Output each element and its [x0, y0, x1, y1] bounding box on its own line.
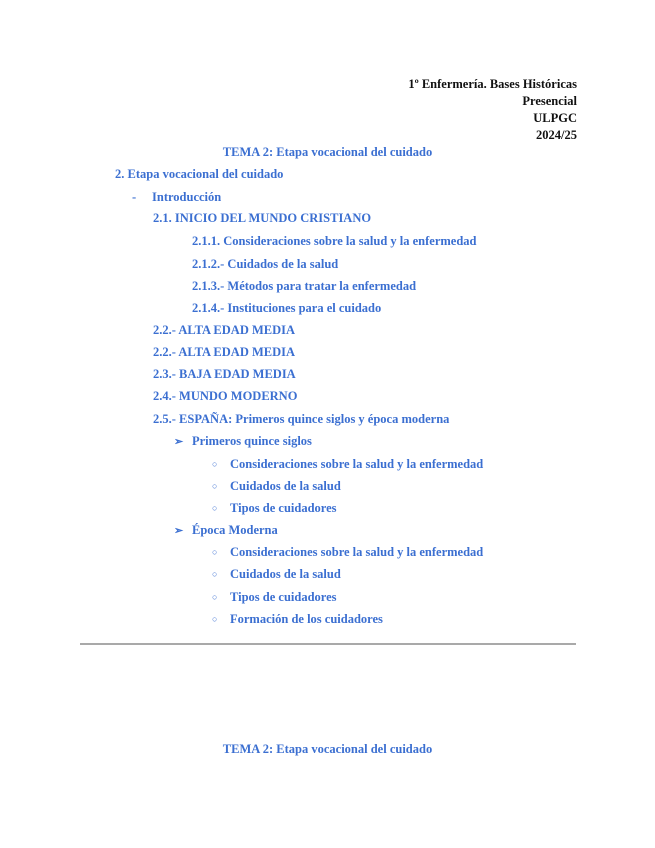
list-item [212, 566, 341, 582]
outline-label: Cuidados de la salud [230, 479, 341, 493]
outline-item-2-1-4: 2.1.4.- Instituciones para el cuidado [192, 301, 382, 315]
circle-bullet-icon: ○ [212, 547, 218, 557]
outline-item-2-3: 2.3.- BAJA EDAD MEDIA [153, 367, 296, 381]
outline-item-intro [132, 189, 221, 205]
arrow-bullet-icon: ➢ [174, 436, 184, 448]
circle-bullet-icon: ○ [212, 481, 218, 491]
header-course: 1º Enfermería. Bases Históricas [408, 77, 577, 91]
list-item [212, 611, 383, 627]
horizontal-divider [80, 643, 576, 645]
circle-bullet-icon: ○ [212, 459, 218, 469]
circle-bullet-icon: ○ [212, 614, 218, 624]
list-item [212, 544, 483, 560]
outline-section-2: 2. Etapa vocacional del cuidado [115, 167, 284, 181]
outline-group-epoca-moderna [174, 522, 278, 539]
outline-label: Cuidados de la salud [230, 567, 341, 581]
list-item [212, 478, 341, 494]
outline-label: Introducción [152, 190, 222, 204]
outline-item-2-5: 2.5.- ESPAÑA: Primeros quince siglos y época moderna [153, 412, 450, 426]
outline-label: Tipos de cuidadores [230, 501, 337, 515]
outline-item-2-1-2: 2.1.2.- Cuidados de la salud [192, 257, 339, 271]
header-year: 2024/25 [536, 128, 577, 142]
list-item [212, 589, 337, 605]
section-title: TEMA 2: Etapa vocacional del cuidado [222, 742, 433, 756]
outline-item-2-1-3: 2.1.3.- Métodos para tratar la enfermedad [192, 279, 417, 293]
page-title: TEMA 2: Etapa vocacional del cuidado [222, 145, 433, 159]
outline-label: Consideraciones sobre la salud y la enfermedad [230, 545, 484, 559]
circle-bullet-icon: ○ [212, 569, 218, 579]
header-university: ULPGC [533, 111, 577, 125]
outline-label: Primeros quince siglos [192, 434, 312, 448]
outline-item-2-4: 2.4.- MUNDO MODERNO [153, 389, 298, 403]
header-mode: Presencial [522, 94, 577, 108]
outline-group-primeros [174, 433, 312, 450]
outline-item-2-2: 2.2.- ALTA EDAD MEDIA [153, 323, 296, 337]
outline-label: Tipos de cuidadores [230, 590, 337, 604]
list-item [212, 456, 483, 472]
list-item [212, 500, 337, 516]
circle-bullet-icon: ○ [212, 503, 218, 513]
circle-bullet-icon: ○ [212, 592, 218, 602]
outline-item-2-1-1: 2.1.1. Consideraciones sobre la salud y la enfermedad [192, 234, 477, 248]
outline-item-2-1: 2.1. INICIO DEL MUNDO CRISTIANO [153, 211, 372, 225]
arrow-bullet-icon: ➢ [174, 525, 184, 537]
dash-bullet: - [132, 190, 137, 204]
outline-label: Formación de los cuidadores [230, 612, 383, 626]
outline-label: Época Moderna [192, 523, 278, 537]
outline-item-2-2-repeat: 2.2.- ALTA EDAD MEDIA [153, 345, 296, 359]
outline-label: Consideraciones sobre la salud y la enfermedad [230, 457, 484, 471]
